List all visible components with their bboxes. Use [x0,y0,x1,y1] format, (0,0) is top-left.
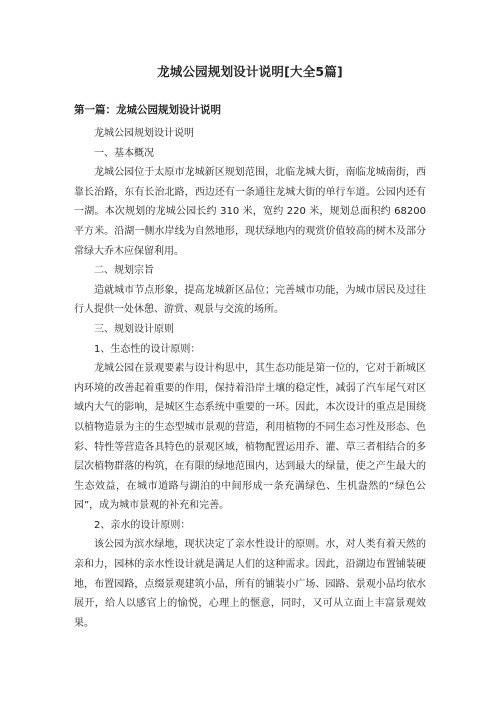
principle-heading-ecology: 1、生态性的设计原则： [94,343,201,355]
document-title: 龙城公园规划设计说明[大全5篇] [157,64,343,79]
section-heading-principles: 三、规划设计原则 [94,323,174,335]
principle-heading-waterfront: 2、亲水的设计原则： [94,519,191,531]
section-heading-overview: 一、基本概况 [94,147,154,159]
section-body-overview: 龙城公园位于太原市龙城新区规划范围，北临龙城大街，南临龙城南街，西靠长治路，东有长治北路，西边还有一条通往龙城大街的单行车道。公园内还有一湖。本次规划的龙城公园长约 310 米，宽约 220 米，规划总面积约 68200 平方米。沿湖一侧水岸线为自然地形，现状绿地内的观赏价值较高的树木及部分常绿大乔木应保留利用。 [74,167,426,257]
document-subtitle: 龙城公园规划设计说明 [94,128,194,139]
principle-body-ecology: 龙城公园在景观要素与设计构思中，其生态功能是第一位的，它对于新城区内环境的改善起着重要的作用，保持着沿岸土壤的稳定性，减弱了汽车尾气对区域内大气的影响，是城区生态系统中重要的一环。因此，本次设计的重点是围绕以植物造景为主的生态型城市景观的营造，利用植物的不同生态习性及形态、色彩、特性等营造各具特色的景观区域，植物配置运用乔、灌、草三者相结合的多层次植物群落的构筑，在有限的绿地范围内，达到最大的绿量，使之产生最大的生态效益，在城市道路与湖泊的中间形成一条充满绿色、生机盎然的“绿色公园”，成为城市景观的补充和完善。 [74,363,426,512]
section-body-purpose: 造就城市节点形象，提高龙城新区品位；完善城市功能，为城市居民及过往行人提供一处休憩、游赏、观景与交流的场所。 [74,284,426,316]
chapter-heading: 第一篇：龙城公园规划设计说明 [74,104,221,116]
principle-body-waterfront: 该公园为滨水绿地，现状决定了亲水性设计的原则。水，对人类有着天然的亲和力，园林的亲水性设计就是满足人们的这种需求。因此，沿湖边布置铺装硬地，布置园路，点缀景观建筑小品，所有的铺装小广场、园路、景观小品均依水展开，给人以感官上的愉悦，心理上的惬意，同时，又可从立面上丰富景观效果。 [74,539,426,629]
section-heading-purpose: 二、规划宗旨 [94,265,154,277]
